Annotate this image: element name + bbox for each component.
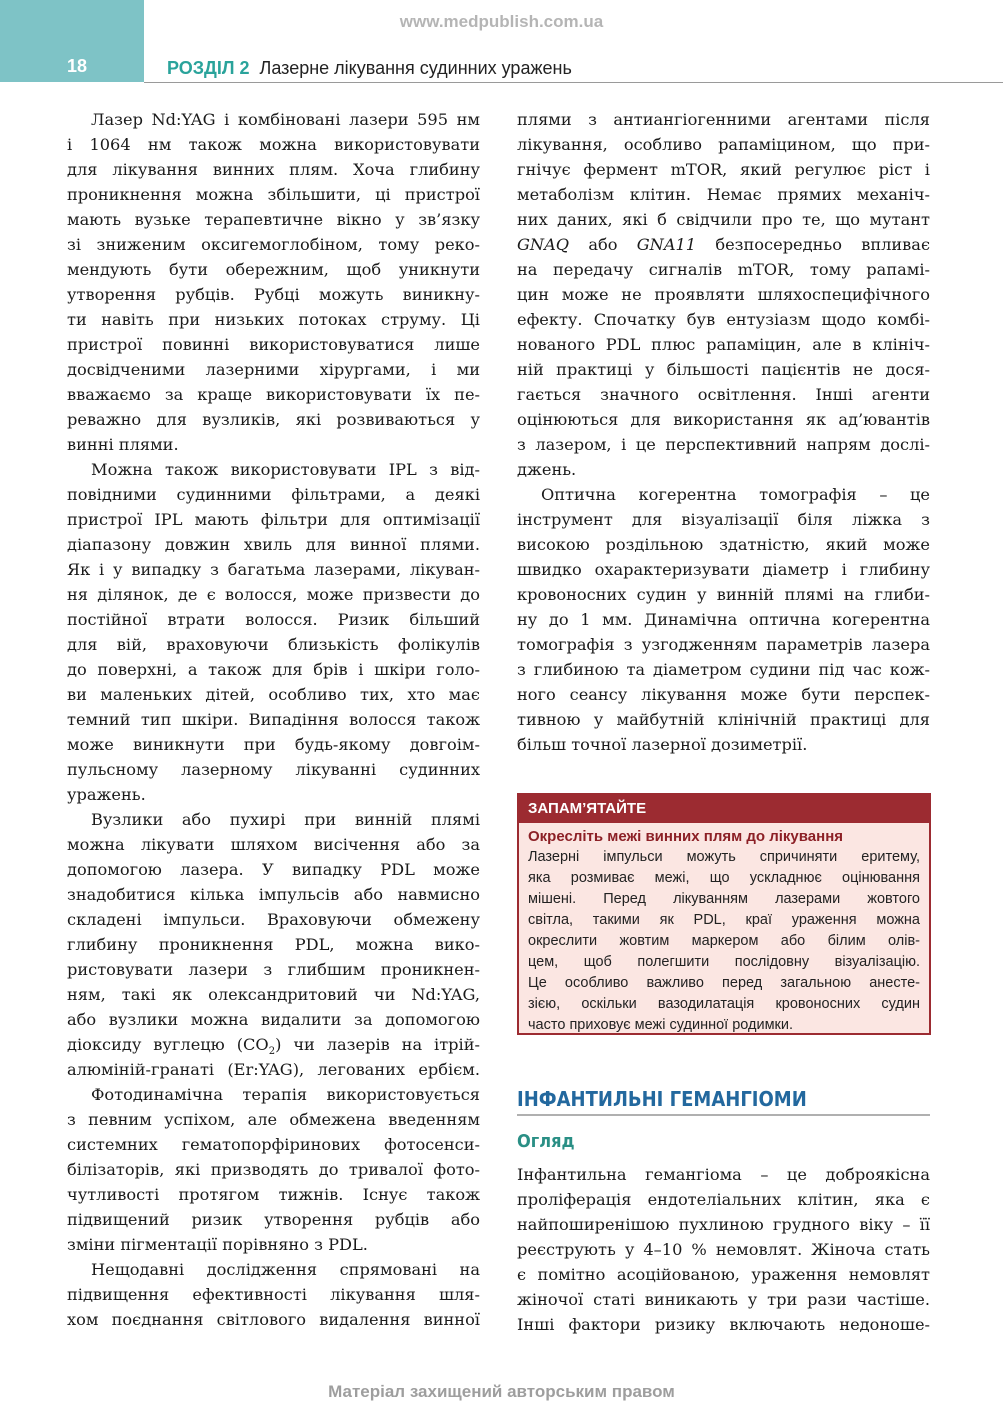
text-line: лікування, особливо рапаміцином, що при- [517,135,930,154]
header-divider [144,82,1003,83]
page-number: 18 [67,56,88,76]
text-line: постійної втрати волосся. Ризик більший [67,610,480,629]
text-line: діапазону довжин хвиль для винної плями. [67,535,480,554]
text-line: Нещодавні дослідження спрямовані на [91,1260,480,1279]
co2-text: діоксиду вуглецю (CO [67,1035,269,1054]
text-line: Можна також використовувати IPL з від- [91,460,480,479]
remember-box-label: ЗАПАМ’ЯТАЙТЕ [519,795,929,823]
gnaq-mid: або [569,235,637,254]
subsection-heading: Огляд [517,1131,575,1152]
text-line: підвищення ефективності лікування шля- [67,1285,480,1304]
text-line: кровоносних судин у винній плямі на глиби- [517,585,930,604]
text-line: тивною у майбутній клінічній практиці для [517,710,930,729]
gene-gna11: GNA11 [636,235,697,254]
text-line: зміни пігментації порівняно з PDL. [67,1235,368,1254]
text-line: ну до 1 мм. Динамічна оптична когерентна [517,610,930,629]
text-line: цин може не проявляти шляхоспецифічного [517,285,930,304]
text-line: Оптична когерентна томографія – це [541,485,930,504]
text-line: хом поєднання світлового видалення винної [67,1310,480,1329]
text-line: проникнення можна збільшити, ці пристрої [67,185,480,204]
text-line: ристовувати лазери з глибшим проникнен- [67,960,480,979]
text-line: підвищений ризик утворення рубців або [67,1210,480,1229]
text-line: білізаторів, які призводять до тривалої фото- [67,1160,480,1179]
text-line: жіночої статі виникають у три рази частіше. [517,1290,930,1309]
text-line: інструмент для візуалізації біля ліжка з [517,510,930,529]
note-line: мішені. Перед лікуванням лазерами жовтого [528,891,920,907]
text-line: ній практиці у більшості пацієнтів не дося- [517,360,930,379]
text-line: для лікування винних плям. Хоча глибину [67,160,480,179]
text-line: вважаємо за краще використовувати їх пе- [67,385,480,404]
text-line: реважно для вузликів, які розвиваються у [67,410,480,429]
text-line: мають вузьке терапевтичне вікно у зв’язку [67,210,480,229]
text-line: з лазером, і це перспективний напрям дослі- [517,435,930,454]
text-line: Фотодинамічна терапія використовується [91,1085,480,1104]
text-line: темний тип шкіри. Випадіння волосся також [67,710,480,729]
text-line-gnaq [517,232,930,257]
note-line: Лазерні імпульси можуть спричиняти еритему, [528,849,920,865]
text-line: томографія з узгодженням параметрів лазера [517,635,930,654]
text-line: Інші фактори ризику включають недоноше- [517,1315,930,1334]
text-line: досвідченими лазерними хірургами, і ми [67,360,480,379]
section-title: Лазерне лікування судинних уражень [259,58,572,78]
remember-box-subtitle: Окресліть межі винних плям до лікування [528,828,843,845]
text-line: складені імпульси. Враховуючи обмежену [67,910,480,929]
text-line: алюміній-гранаті (Er:YAG), легованих ербієм. [67,1060,480,1079]
text-line: джень. [517,460,577,479]
gene-gnaq: GNAQ [517,235,570,254]
note-line: яка розмиває межі, що ускладнює оцінювання [528,870,920,886]
co2-subscript: 2 [268,1046,276,1057]
text-line: мендують бути обережним, щоб уникнути [67,260,480,279]
text-line: гнічує фермент mTOR, який регулює ріст і [517,160,930,179]
text-line: є помітно асоційованою, ураження немовлят [517,1265,930,1284]
section-body [517,1162,930,1337]
copyright-footer: Матеріал захищений авторським правом [328,1382,675,1401]
text-line: оцінюються для використання як ад’ювантів [517,410,930,429]
note-line: окреслити жовтим маркером або білим олів- [528,933,920,949]
text-line: ня ділянок, де є волосся, може призвести до [67,585,480,604]
text-line: нованого PDL плюс рапаміцин, але в клініч- [517,335,930,354]
section-heading: ІНФАНТИЛЬНІ ГЕМАНГІОМИ [517,1087,807,1111]
text-line: і 1064 нм також можна використовувати [67,135,480,154]
text-line-co2 [67,1032,480,1057]
text-line: пристрої IPL мають фільтри для оптимізації [67,510,480,529]
note-line: світла, такими як PDL, краї ураження можна [528,912,920,928]
text-line: швидко охарактеризувати діаметр і глибину [517,560,930,579]
remember-box-body [519,847,929,1036]
text-line: може виникнути при будь-якому довгоім- [67,735,480,754]
text-line: Вузлики або пухирі при винній плямі [91,810,480,829]
text-line: уражень. [67,785,146,804]
text-line: метаболізм клітин. Немає прямих механіч- [517,185,930,204]
text-line: чутливості протягом тижнів. Існує також [67,1185,480,1204]
text-line: більш точної лазерної дозиметрії. [517,735,808,754]
text-line: ти навіть при низьких потоках струму. Ці [67,310,480,329]
text-line: найпоширенішою пухлиною грудного віку – її [517,1215,930,1234]
text-line: для вій, враховуючи близькість фолікулів [67,635,480,654]
text-line: до поверхні, а також для брів і шкіри голо- [67,660,480,679]
text-line: винні плями. [67,435,179,454]
text-line: пульсному лазерному лікуванні судинних [67,760,480,779]
text-line: знадобитися кілька імпульсів або навмисно [67,885,480,904]
note-line: зією, оскільки вазодилатація кровоносних судин [528,996,920,1012]
text-line: Як і у випадку з багатьма лазерами, лікуван- [67,560,480,579]
text-line: ефекту. Спочатку був ентузіазм щодо комбі- [517,310,930,329]
section-heading-rule [517,1114,930,1116]
text-line: з глибиною та діаметром судини під час кож- [517,660,930,679]
text-line: пристрої повинні використовуватися лише [67,335,480,354]
section-label: РОЗДІЛ 2 [167,58,250,78]
text-line: допомогою лазера. У випадку PDL може [67,860,480,879]
text-line: плями з антиангіогенними агентами після [517,110,930,129]
text-line: повідними судинними фільтрами, а деякі [67,485,480,504]
text-line: ви маленьких дітей, особливо тих, хто має [67,685,480,704]
text-line: Лазер Nd:YAG і комбіновані лазери 595 нм [91,110,480,129]
text-line: на передачу сигналів mTOR, тому рапамі- [517,260,930,279]
text-line: системних гематопорфіринових фотосенси- [67,1135,480,1154]
text-line: ного сеансу лікування може бути перспек- [517,685,930,704]
text-line: утворення рубців. Рубці можуть виникну- [67,285,480,304]
text-line: або вузлики можна видалити за допомогою [67,1010,480,1029]
text-line: них даних, які б свідчили про те, що мутант [517,210,930,229]
text-line: гається значного освітлення. Інші агенти [517,385,930,404]
text-line: можна лікувати шляхом висічення або за [67,835,480,854]
running-head [167,58,572,79]
co2-tail: ) чи лазерів на ітрій- [275,1035,480,1054]
gna11-tail: безпосередньо впливає [696,235,930,254]
site-url[interactable]: www.medpublish.com.ua [399,12,604,31]
text-line: глибину проникнення PDL, можна вико- [67,935,480,954]
text-line: проліферація ендотеліальних клітин, яка є [517,1190,930,1209]
remember-box [517,793,931,1035]
note-line: Це особливо важливо перед загальною анесте- [528,975,920,991]
left-column [67,107,480,1332]
text-line: зі зниженим оксигемоглобіном, тому реко- [67,235,480,254]
note-line: часто приховує межі судинної родимки. [528,1017,794,1033]
text-line: з певним успіхом, але обмежена введенням [67,1110,480,1129]
text-line: високою роздільною здатністю, який може [517,535,930,554]
note-line: цем, щоб полегшити послідовну візуалізацію. [528,954,920,970]
text-line: реєструють у 4–10 % немовлят. Жіноча стать [517,1240,930,1259]
text-line: Інфантильна гемангіома – це доброякісна [517,1165,930,1184]
right-column [517,107,930,757]
text-line: ням, такі як олександритовий чи Nd:YAG, [67,985,480,1004]
